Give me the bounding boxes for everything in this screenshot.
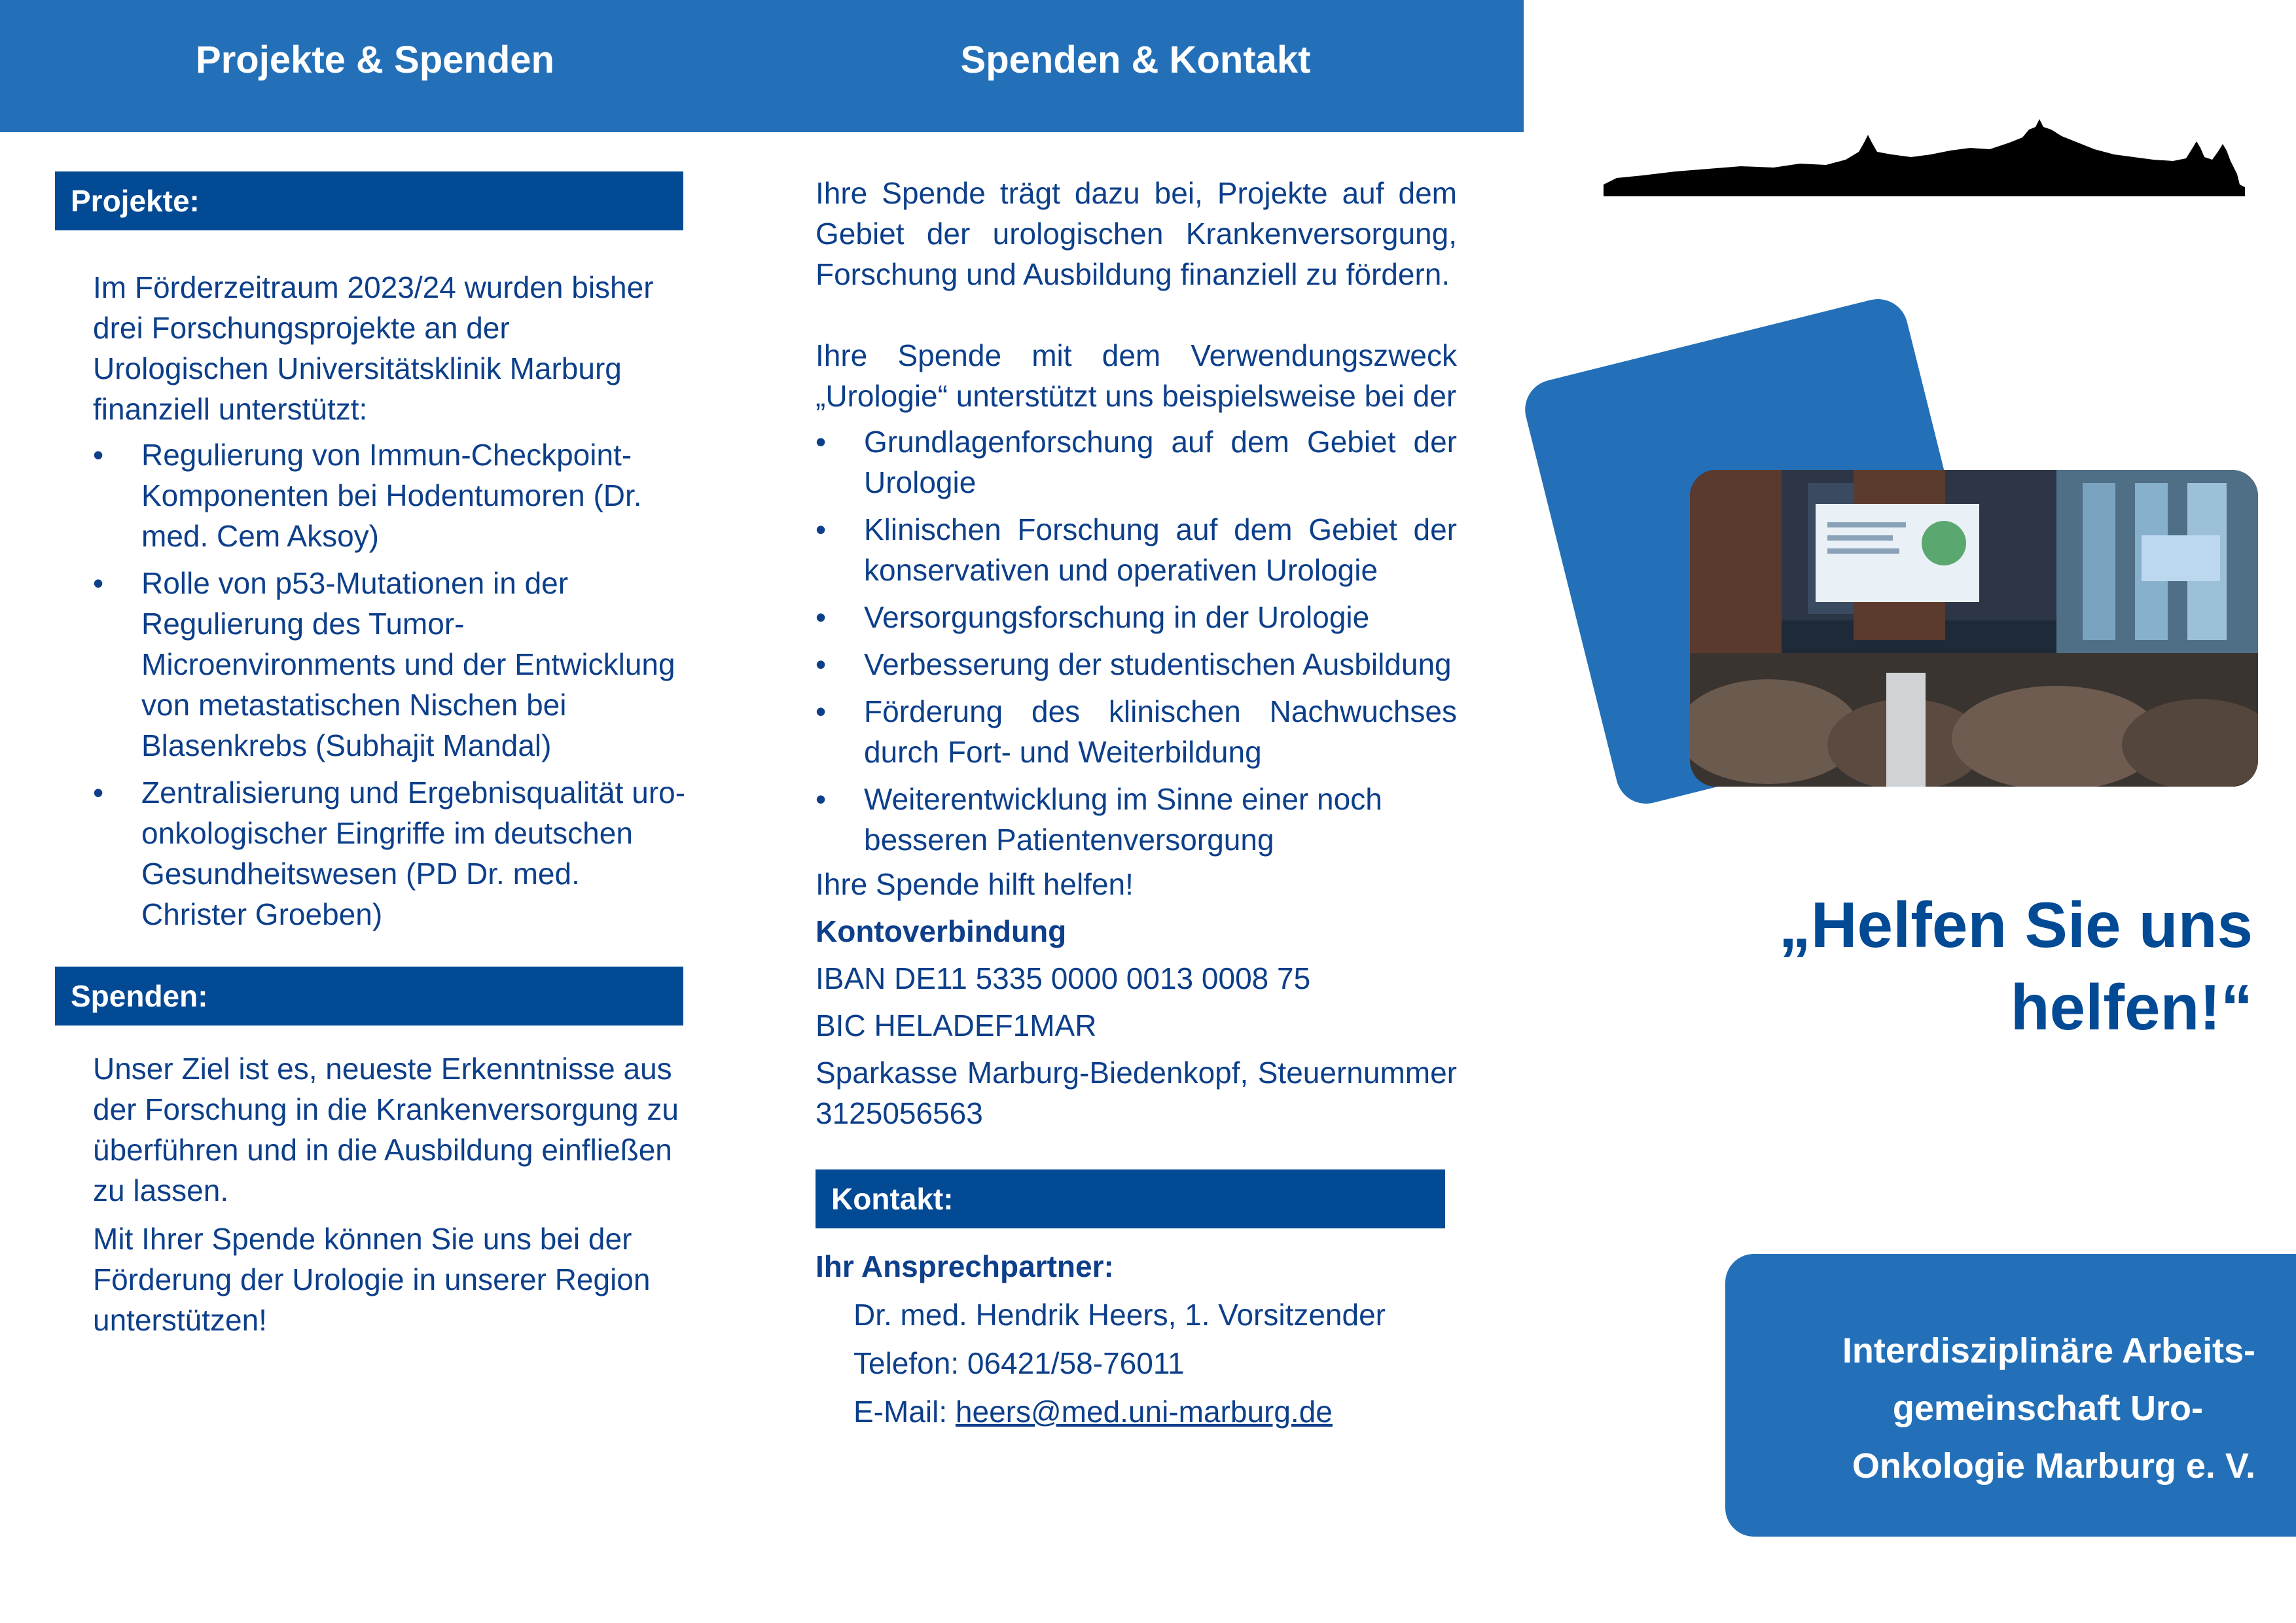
contact-name: Dr. med. Hendrik Heers, 1. Vorsitzender: [853, 1298, 1386, 1332]
projekte-list-item: • Regulierung von Immun-Checkpoint-Komponenten bei Hodentumoren (Dr. med. Cem Aksoy): [93, 435, 690, 556]
iban: IBAN DE11 5335 0000 0013 0008 75: [816, 961, 1311, 995]
projekte-intro: Im Förderzeitraum 2023/24 wurden bisher drei Forschungsprojekte an der Urologischen Universitätsklinik Marburg finanziell unterstützt:: [93, 270, 654, 426]
column-title-spenden-kontakt: Spenden & Kontakt: [960, 39, 1311, 81]
spende-intro-paragraph: Ihre Spende trägt dazu bei, Projekte auf dem Gebiet der urologischen Krankenversorgung, Forschung und Ausbildung finanziell zu fördern.: [816, 176, 1457, 291]
projekte-list-item: • Zentralisierung und Ergebnisqualität uro-onkologischer Eingriffe im deutschen Gesundheitswesen (PD Dr. med. Christer Groeben): [93, 772, 690, 935]
email-link[interactable]: heers@med.uni-marburg.de: [955, 1395, 1333, 1429]
conference-hall-image: [1690, 470, 2258, 787]
spende-closing: Ihre Spende hilft helfen!: [816, 867, 1134, 901]
event-photo: [1690, 470, 2258, 787]
projekte-text: [93, 267, 690, 935]
marburg-skyline-silhouette: [1604, 111, 2245, 196]
zweck-list-item: • Versorgungsforschung in der Urologie: [816, 597, 1457, 637]
zweck-list-item: • Förderung des klinischen Nachwuchses durch Fort- und Weiterbildung: [816, 691, 1457, 772]
zweck-list-item: • Grundlagenforschung auf dem Gebiet der Urologie: [816, 421, 1457, 503]
organization-name-line: Onkologie Marburg e. V.: [1852, 1446, 2255, 1486]
projekte-list-item: • Rolle von p53-Mutationen in der Regulierung des Tumor-Microenvironments und der Entwicklung von metastatischen Nischen bei Blasenkrebs (Subhajit Mandal): [93, 563, 690, 766]
bic: BIC HELADEF1MAR: [816, 1008, 1097, 1043]
zweck-list-item: • Klinischen Forschung auf dem Gebiet der konservativen und operativen Urologie: [816, 509, 1457, 590]
bank-info: Sparkasse Marburg-Biedenkopf, Steuernummer 3125056563: [816, 1056, 1457, 1130]
spenden-kontakt-text: [816, 173, 1457, 1133]
kontoverbindung-heading: Kontoverbindung: [816, 914, 1067, 948]
slogan: [1664, 883, 2253, 1048]
contact-phone: Telefon: 06421/58-76011: [853, 1346, 1185, 1380]
zweck-list-item: • Verbesserung der studentischen Ausbildung: [816, 644, 1457, 685]
projekte-list: [93, 435, 690, 935]
section-heading-spenden: Spenden:: [55, 967, 683, 1026]
contact-email-line: [816, 1391, 1457, 1432]
spenden-paragraph: Unser Ziel ist es, neueste Erkenntnisse aus der Forschung in die Krankenversorgung zu überführen und in die Ausbildung einfließen zu lassen.: [93, 1052, 679, 1207]
section-heading-projekte: Projekte:: [55, 171, 683, 230]
verwendungszweck-paragraph: Ihre Spende mit dem Verwendungszweck „Urologie“ unterstützt uns beispielsweise bei der: [816, 338, 1457, 413]
slogan-line: helfen!“: [2010, 971, 2253, 1043]
organization-name: [1725, 1322, 2255, 1495]
zweck-list-item: • Weiterentwicklung im Sinne einer noch besseren Patientenversorgung: [816, 779, 1457, 860]
spende-zweck-list: [816, 421, 1457, 860]
organization-name-line: gemeinschaft Uro-: [1892, 1389, 2203, 1428]
spenden-text: [93, 1048, 695, 1340]
column-title-projekte-spenden: Projekte & Spenden: [196, 39, 554, 81]
spenden-paragraph: Mit Ihrer Spende können Sie uns bei der Förderung der Urologie in unserer Region unterstützen!: [93, 1222, 651, 1337]
email-label: E-Mail:: [853, 1395, 956, 1429]
organization-name-line: Interdisziplinäre Arbeits-: [1842, 1331, 2255, 1370]
section-heading-kontakt: Kontakt:: [816, 1169, 1445, 1228]
slogan-line: „Helfen Sie uns: [1778, 889, 2253, 961]
ansprechpartner-label: Ihr Ansprechpartner:: [816, 1249, 1114, 1283]
kontakt-text: [816, 1246, 1457, 1432]
